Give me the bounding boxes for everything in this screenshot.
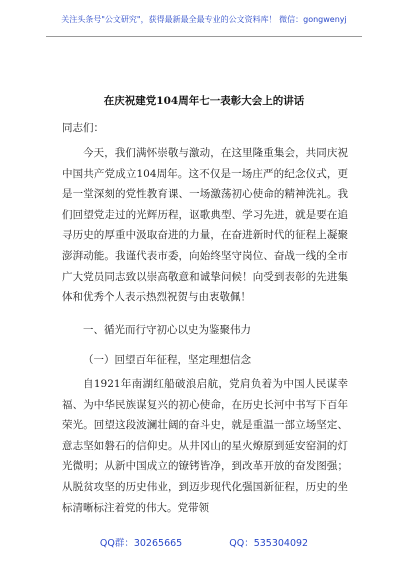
footer-qq-number: QQ：535304092: [229, 538, 309, 549]
salutation: 同志们：: [62, 122, 104, 134]
subsection-heading: （一）回望百年征程，坚定理想信念: [83, 354, 251, 366]
header-promo-text: 关注头条号"公文研究"，获得最新最全最专业的公文资料库！ 微信：gongwenyj: [61, 15, 347, 24]
footer-contact: [0, 535, 408, 549]
paragraph-history: 自1921年南湖红船破浪启航，党肩负着为中国人民谋幸福、为中华民族谋复兴的初心使命，在历史长河中书写下百年荣光。回望这段波澜壮阔的奋斗史，就是重温一部立场坚定、意志坚如磐石的信仰史。从井冈山的星火燎原到延安窑洞的灯光微明；从新中国成立的镣铐皆净，到改革开放的奋发图强；从脱贫攻坚的历史伟业，到迈步现代化强国新征程，历史的坐标清晰标注着党的伟大。党带领: [62, 378, 348, 514]
section-heading: 一、循光而行守初心以史为鉴聚伟力: [83, 324, 251, 336]
document-title: 在庆祝建党104周年七一表彰大会上的讲话: [103, 95, 305, 107]
paragraph-intro: 今天，我们满怀崇敬与激动，在这里隆重集会，共同庆祝中国共产党成立104周年。这不仅是一场庄严的纪念仪式，更是一堂深刻的党性教育课、一场激荡初心使命的精神洗礼。我们回望党走过的光辉历程，讴歌典型、学习先进，就是要在追寻历史的厚重中汲取奋进的力量，在奋进新时代的征程上凝聚澎湃动能。我谨代表市委，向始终坚守岗位、奋战一线的全市广大党员同志致以崇高敬意和诚挚问候！向受到表彰的先进集体和优秀个人表示热烈祝贺与由衷敬佩！: [62, 147, 348, 304]
footer-qq-group: QQ群：30265665: [99, 538, 183, 549]
header-divider: [46, 36, 362, 37]
